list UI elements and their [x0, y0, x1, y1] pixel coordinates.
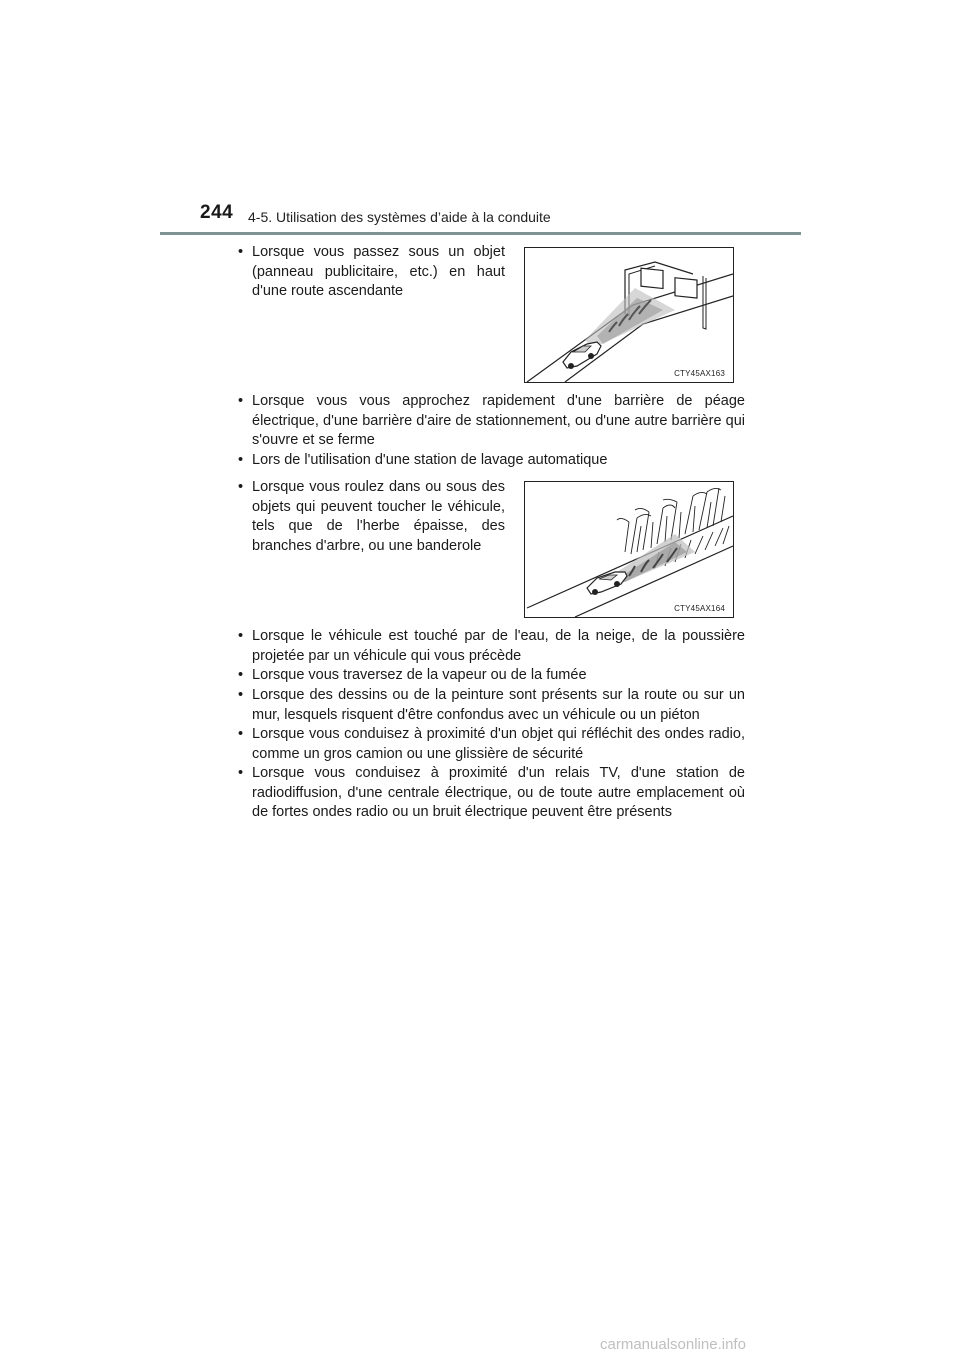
- figure-code: CTY45AX163: [674, 369, 725, 378]
- section-title: 4-5. Utilisation des systèmes d’aide à la conduite: [248, 209, 551, 225]
- bullet-item: [238, 243, 505, 302]
- bullet-dot: •: [238, 479, 244, 495]
- bullet-dot: •: [238, 452, 244, 468]
- bullet-item: [238, 392, 745, 451]
- illustration-tall-grass: [525, 482, 733, 617]
- bullet-text: Lorsque vous passez sous un objet (panneau publicitaire, etc.) en haut d'une route ascendante: [252, 244, 505, 299]
- bullet-text: Lorsque vous traversez de la vapeur ou de la fumée: [252, 667, 587, 683]
- bullet-item: [238, 764, 745, 823]
- header-rule: [160, 232, 801, 235]
- bullet-text: Lorsque des dessins ou de la peinture sont présents sur la route ou sur un mur, lesquels risquent d'être confondus avec un véhicule ou un piéton: [252, 687, 745, 723]
- bullet-dot: •: [238, 244, 244, 260]
- bullet-text: Lorsque le véhicule est touché par de l'eau, de la neige, de la poussière projetée par un véhicule qui vous précède: [252, 628, 745, 664]
- bullet-dot: •: [238, 393, 244, 409]
- figure-code: CTY45AX164: [674, 604, 725, 613]
- bullet-item: [238, 478, 505, 556]
- bullet-text: Lorsque vous conduisez à proximité d'un objet qui réfléchit des ondes radio, comme un gros camion ou une glissière de sécurité: [252, 726, 745, 762]
- bullet-text: Lors de l'utilisation d'une station de lavage automatique: [252, 452, 608, 468]
- bullet-text: Lorsque vous conduisez à proximité d'un relais TV, d'une station de radiodiffusion, d'une centrale électrique, ou de toute autre emplacement où de fortes ondes radio ou un bruit électrique peuvent être présents: [252, 765, 745, 820]
- bullet-item: [238, 666, 745, 686]
- bullet-text: Lorsque vous roulez dans ou sous des objets qui peuvent toucher le véhicule, tels que de l'herbe épaisse, des branches d'arbre, ou une banderole: [252, 479, 505, 554]
- bullet-item: [238, 627, 745, 666]
- bullet-dot: •: [238, 726, 244, 742]
- illustration-overhead-sign: [525, 248, 733, 382]
- bullet-dot: •: [238, 687, 244, 703]
- figure-overhead-sign: [524, 247, 734, 383]
- bullet-dot: •: [238, 765, 244, 781]
- bullet-text: Lorsque vous vous approchez rapidement d'une barrière de péage électrique, d'une barrière d'aire de stationnement, ou d'une autre barrière qui s'ouvre et se ferme: [252, 393, 745, 448]
- page-number: 244: [200, 202, 234, 223]
- footer-watermark: carmanualsonline.info: [600, 1336, 746, 1353]
- bullet-dot: •: [238, 628, 244, 644]
- bullet-item: [238, 686, 745, 725]
- bullet-item: [238, 451, 745, 471]
- bullet-item: [238, 725, 745, 764]
- bullet-dot: •: [238, 667, 244, 683]
- figure-tall-grass: [524, 481, 734, 618]
